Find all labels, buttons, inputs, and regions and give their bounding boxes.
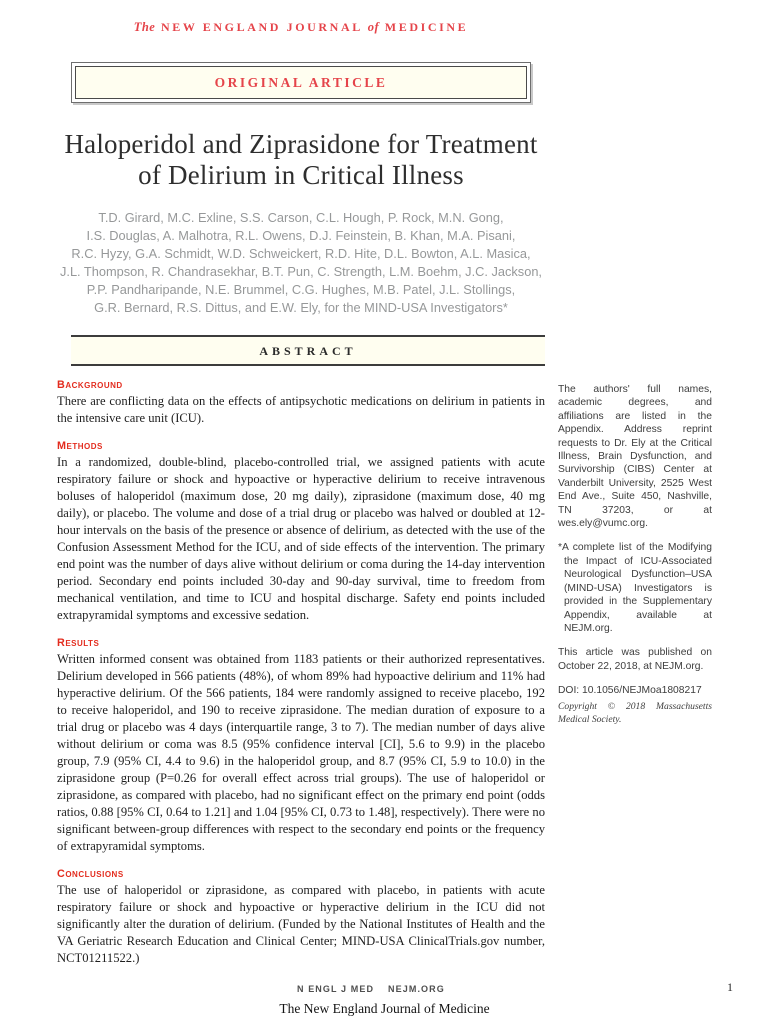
article-type-label: ORIGINAL ARTICLE <box>214 75 388 90</box>
section-heading-background: Background <box>57 379 123 392</box>
author-line: R.C. Hyzy, G.A. Schmidt, W.D. Schweickert, R.D. Hite, D.L. Bowton, A.L. Masica, <box>71 246 531 262</box>
journal-masthead <box>57 20 545 35</box>
footer-journal-ref: N ENGL J MED <box>297 984 375 994</box>
original-article-box-inner <box>75 66 527 99</box>
masthead-the: The <box>133 20 156 34</box>
author-list <box>57 209 545 317</box>
investigators-note: *A complete list of the Modifying the Impact of ICU-Associated Neurological Dysfunction–USA (MIND-USA) Investigators is provided in the Supplementary Appendix, available at NEJM.org. <box>558 542 712 634</box>
author-line: J.L. Thompson, R. Chandrasekhar, B.T. Pun, C. Strength, L.M. Boehm, J.C. Jackson, <box>59 264 542 280</box>
footer-citation <box>297 984 445 994</box>
author-line: P.P. Pandharipande, N.E. Brummel, C.G. Hughes, M.B. Patel, J.L. Stollings, <box>86 282 516 298</box>
section-text-background: There are conflicting data on the effects of antipsychotic medications on delirium in patients in the intensive care unit (ICU). <box>57 394 545 426</box>
article-title-line2: of Delirium in Critical Illness <box>138 160 464 190</box>
section-text-results: Written informed consent was obtained from 1183 patients or their authorized representatives. Delirium developed in 566 patients (48%), of whom 89% had hypoactive delirium and 11% had hyperactive delirium. Of the 566 patients, 184 were randomly assigned to receive placebo, 192 to receive haloperidol, and 190 to receive ziprasidone. The median duration of exposure to a trial drug or placebo was 4 days (interquartile range, 3 to 7). The median number of days alive without delirium or coma was 8.5 (95% confidence interval [CI], 5.6 to 9.9) in the placebo group, 7.9 (95% CI, 4.4 to 9.6) in the haloperidol group, and 8.7 (95% CI, 5.9 to 10.0) in the ziprasidone group (P=0.26 for overall effect across trial groups). The use of haloperidol or ziprasidone, as compared with placebo, had no significant effect on the primary end point (odds ratios, 0.88 [95% CI, 0.64 to 1.21] and 1.04 [95% CI, 0.73 to 1.48], respectively). There were no significant between-group differences with respect to the secondary end points or the frequency of extrapyramidal symptoms. <box>57 652 545 854</box>
publication-note: This article was published on October 22, 2018, at NEJM.org. <box>558 647 712 672</box>
section-text-methods: In a randomized, double-blind, placebo-controlled trial, we assigned patients with acute respiratory failure or shock and hypoactive or hyperactive delirium to receive intravenous boluses of haloperidol (maximum dose, 20 mg daily), ziprasidone (maximum dose, 40 mg daily), or placebo. The volume and dose of a trial drug or placebo was halved or doubled at 12-hour intervals on the basis of the presence or absence of delirium, as detected with the use of the Confusion Assessment Method for the ICU, and of side effects of the intervention. The primary end point was the number of days alive without delirium or coma during the 14-day intervention period. Secondary end points included 30-day and 90-day survival, time to freedom from mechanical ventilation, and time to ICU and hospital discharge. Safety end points included extrapyramidal symptoms and excessive sedation. <box>57 455 545 623</box>
main-column <box>57 0 545 967</box>
author-line: T.D. Girard, M.C. Exline, S.S. Carson, C.L. Hough, P. Rock, M.N. Gong, <box>98 210 504 226</box>
abstract-banner-label: ABSTRACT <box>259 344 357 359</box>
sidebar-notes <box>558 383 712 737</box>
masthead-name-first: NEW ENGLAND JOURNAL <box>160 20 363 34</box>
footer-journal-name: The New England Journal of Medicine <box>279 1001 490 1016</box>
section-heading-conclusions: Conclusions <box>57 868 124 881</box>
section-heading-results: Results <box>57 637 100 650</box>
original-article-box <box>71 62 531 103</box>
abstract-banner <box>71 335 545 366</box>
copyright-line: Copyright © 2018 Massachusetts Medical Society. <box>558 700 712 725</box>
correspondence-note: The authors' full names, academic degrees, and affiliations are listed in the Appendix. Address reprint requests to Dr. Ely at the Critical Illness, Brain Dysfunction, and Survivorship (CIBS) Center at Vanderbilt University, 2525 West End Ave., Suite 450, Nashville, TN 37203, or at wes.ely@vumc.org. <box>558 384 712 530</box>
masthead-of: of <box>367 20 380 34</box>
article-title-line1: Haloperidol and Ziprasidone for Treatment <box>64 129 538 159</box>
doi-line: DOI: 10.1056/NEJMoa1808217 <box>558 685 702 697</box>
masthead-name-second: MEDICINE <box>384 20 469 34</box>
author-line: I.S. Douglas, A. Malhotra, R.L. Owens, D.J. Feinstein, B. Khan, M.A. Pisani, <box>86 228 516 244</box>
page-number: 1 <box>727 980 733 994</box>
section-heading-methods: Methods <box>57 440 103 453</box>
author-line: G.R. Bernard, R.S. Dittus, and E.W. Ely, for the MIND-USA Investigators* <box>94 300 508 316</box>
footer-site: NEJM.ORG <box>388 984 445 994</box>
article-title <box>57 129 545 191</box>
abstract-sections <box>57 379 545 967</box>
section-text-conclusions: The use of haloperidol or ziprasidone, as compared with placebo, in patients with acute respiratory failure or shock and hypoactive or hyperactive delirium in the ICU did not significantly alter the duration of delirium. (Funded by the National Institutes of Health and the VA Geriatric Research Education and Clinical Center; MIND-USA ClinicalTrials.gov number, NCT01211522.) <box>57 883 545 966</box>
